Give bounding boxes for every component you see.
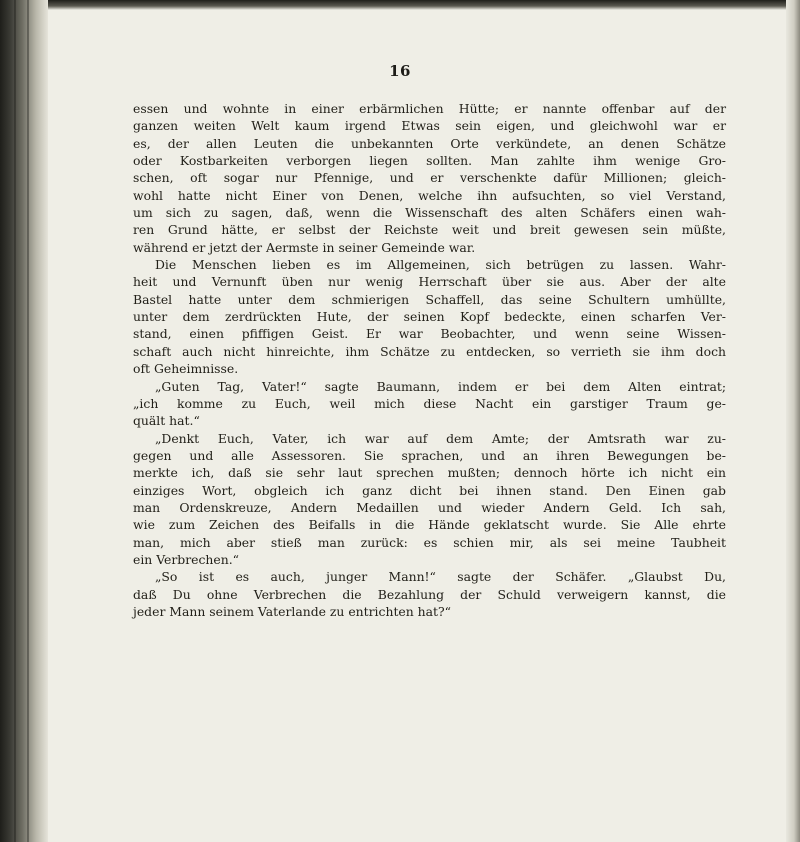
text-line: um sich zu sagen, daß, wenn die Wissenschaft des alten Schäfers einen wah- bbox=[133, 205, 726, 221]
text-line: heit und Vernunft üben nur wenig Herrschaft über sie aus. Aber der alte bbox=[133, 274, 726, 290]
text-line: Bastel hatte unter dem schmierigen Schaffell, das seine Schultern umhüllte, bbox=[133, 291, 726, 307]
text-line: wie zum Zeichen des Beifalls in die Hände geklatscht wurde. Sie Alle ehrte bbox=[133, 517, 726, 533]
text-line: ganzen weiten Welt kaum irgend Etwas sein eigen, und gleichwohl war er bbox=[133, 118, 726, 134]
text-line: ren Grund hätte, er selbst der Reichste weit und breit gewesen sein müßte, bbox=[133, 222, 726, 238]
text-line: stand, einen pfiffigen Geist. Er war Beobachter, und wenn seine Wissen- bbox=[133, 326, 726, 342]
text-line: einziges Wort, obgleich ich ganz dicht bei ihnen stand. Den Einen gab bbox=[133, 482, 726, 498]
text-line: Die Menschen lieben es im Allgemeinen, sich betrügen zu lassen. Wahr- bbox=[155, 257, 726, 273]
text-line: oder Kostbarkeiten verborgen liegen sollten. Man zahlte ihm wenige Gro- bbox=[133, 153, 726, 169]
text-line: wohl hatte nicht Einer von Denen, welche ihn aufsuchten, so viel Verstand, bbox=[133, 187, 726, 203]
page-edge-shadow bbox=[786, 0, 800, 842]
text-line: „Denkt Euch, Vater, ich war auf dem Amte; der Amtsrath war zu- bbox=[155, 430, 726, 446]
binding-streak bbox=[27, 0, 29, 842]
text-line: merkte ich, daß sie sehr laut sprechen mußten; dennoch hörte ich nicht ein bbox=[133, 465, 726, 481]
text-line: man, mich aber stieß man zurück: es schien mir, als sei meine Taubheit bbox=[133, 534, 726, 550]
text-line: ein Verbrechen.“ bbox=[133, 551, 239, 567]
body-text bbox=[133, 100, 726, 620]
text-line: schen, oft sogar nur Pfennige, und er verschenkte dafür Millionen; gleich- bbox=[133, 170, 726, 186]
text-line: jeder Mann seinem Vaterlande zu entrichten hat?“ bbox=[133, 603, 451, 619]
page-number: 16 bbox=[389, 62, 411, 80]
text-line: schaft auch nicht hinreichte, ihm Schätze zu entdecken, so verrieth sie ihm doch bbox=[133, 343, 726, 359]
text-line: gegen und alle Assessoren. Sie sprachen, und an ihren Bewegungen be- bbox=[133, 447, 726, 463]
text-line: „ich komme zu Euch, weil mich diese Nacht ein garstiger Traum ge- bbox=[133, 395, 726, 411]
text-line: oft Geheimnisse. bbox=[133, 361, 239, 377]
text-line: „Guten Tag, Vater!“ sagte Baumann, indem er bei dem Alten eintrat; bbox=[155, 378, 726, 394]
text-line: „So ist es auch, junger Mann!“ sagte der Schäfer. „Glaubst Du, bbox=[155, 569, 726, 585]
text-line: essen und wohnte in einer erbärmlichen Hütte; er nannte offenbar auf der bbox=[133, 101, 726, 116]
binding-streak bbox=[14, 0, 16, 842]
text-line: quält hat.“ bbox=[133, 413, 200, 429]
text-line: man Ordenskreuze, Andern Medaillen und wieder Andern Geld. Ich sah, bbox=[133, 499, 726, 515]
text-line: es, der allen Leuten die unbekannten Orte verkündete, an denen Schätze bbox=[133, 135, 726, 151]
text-line: während er jetzt der Aermste in seiner Gemeinde war. bbox=[133, 239, 476, 255]
top-edge-shadow bbox=[48, 0, 800, 10]
text-line: unter dem zerdrückten Hute, der seinen Kopf bedeckte, einen scharfen Ver- bbox=[133, 309, 726, 325]
book-binding-shadow bbox=[0, 0, 48, 842]
text-line: daß Du ohne Verbrechen die Bezahlung der Schuld verweigern kannst, die bbox=[133, 586, 726, 602]
